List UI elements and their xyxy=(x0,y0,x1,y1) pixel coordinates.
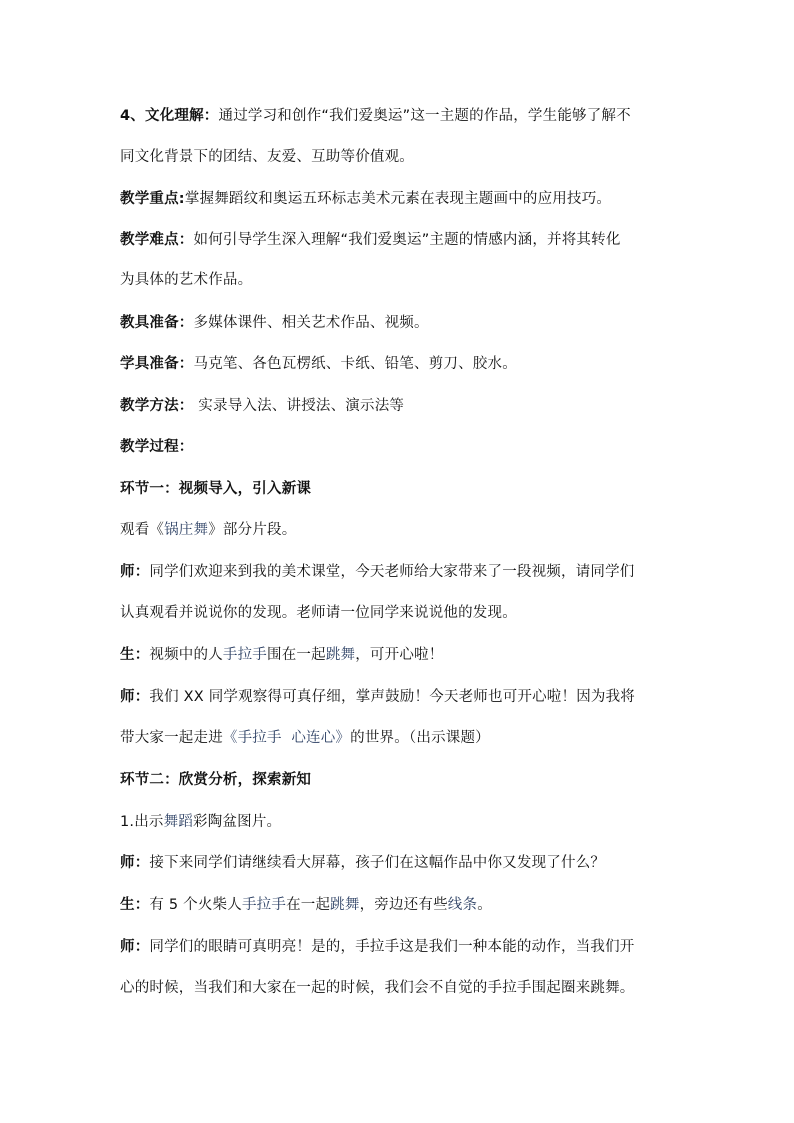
teacher-welcome-text: 同学们欢迎来到我的美术课堂，今天老师给大家带来了一段视频，请同学们 xyxy=(149,564,635,580)
teaching-aids-text: 多媒体课件、相关艺术作品、视频。 xyxy=(193,315,429,331)
teacher-explain-text: 同学们的眼睛可真明亮！是的，手拉手这是我们一种本能的动作，当我们开 xyxy=(149,939,635,955)
paragraph-teaching-focus xyxy=(120,190,611,208)
watch-clip-pre: 观看《 xyxy=(120,522,165,538)
heading-section-two: 环节二：欣赏分析，探索新知 xyxy=(120,772,312,788)
teacher-praise-post: 的世界。（出示课题） xyxy=(350,730,490,746)
paragraph-student-answer-two xyxy=(120,896,492,914)
teacher-praise-title-highlight: 《手拉手 心连心》 xyxy=(222,730,351,746)
teaching-focus-text: 掌握舞蹈纹和奥运五环标志美术元素在表现主题画中的应用技巧。 xyxy=(184,191,612,207)
student-answer-one-label: 生： xyxy=(120,647,150,663)
student-answer-one-hl2: 跳舞 xyxy=(325,647,356,663)
heading-teaching-process: 教学过程： xyxy=(120,439,194,455)
student-answer-one-pre: 视频中的人 xyxy=(149,647,223,663)
teaching-methods-text: 实录导入法、讲授法、演示法等 xyxy=(193,398,405,414)
cultural-understanding-label: 4、文化理解： xyxy=(120,108,219,124)
teacher-explain-text-cont: 心的时候，当我们和大家在一起的时候，我们会不自觉的手拉手围起圈来跳舞。 xyxy=(120,980,635,996)
student-materials-text: 马克笔、各色瓦楞纸、卡纸、铅笔、剪刀、胶水。 xyxy=(193,356,517,372)
paragraph-teacher-question xyxy=(120,854,605,872)
teaching-difficulty-text-cont: 为具体的艺术作品。 xyxy=(120,272,253,288)
student-answer-two-mid: 在一起 xyxy=(286,897,331,913)
show-image-highlight: 舞蹈 xyxy=(163,814,194,830)
paragraph-teacher-welcome-cont xyxy=(120,604,517,622)
student-answer-one-hl1: 手拉手 xyxy=(222,647,268,663)
teacher-welcome-label: 师： xyxy=(120,564,150,580)
paragraph-show-image xyxy=(120,813,281,831)
student-answer-two-pre: 有 5 个火柴人 xyxy=(149,897,242,913)
show-image-pre: 1.出示 xyxy=(120,814,164,830)
paragraph-teaching-difficulty xyxy=(120,231,621,249)
paragraph-teacher-explain-cont xyxy=(120,979,635,997)
paragraph-cultural-understanding-cont xyxy=(120,148,414,166)
student-answer-one-post: ，可开心啦！ xyxy=(355,647,444,663)
paragraph-teaching-aids xyxy=(120,314,429,332)
cultural-understanding-text: 通过学习和创作“我们爱奥运”这一主题的作品，学生能够了解不 xyxy=(218,108,631,124)
student-answer-two-hl3: 线条 xyxy=(447,897,478,913)
teaching-difficulty-text: 如何引导学生深入理解“我们爱奥运”主题的情感内涵，并将其转化 xyxy=(193,232,621,248)
teaching-aids-label: 教具准备： xyxy=(120,315,194,331)
paragraph-teacher-explain xyxy=(120,938,635,956)
teacher-praise-text: 我们 XX 同学观察得可真仔细，掌声鼓励！今天老师也可开心啦！因为我将 xyxy=(149,689,635,705)
teaching-difficulty-label: 教学难点： xyxy=(120,232,194,248)
teaching-focus-label: 教学重点: xyxy=(120,191,185,207)
cultural-understanding-text-cont: 同文化背景下的团结、友爱、互助等价值观。 xyxy=(120,149,414,165)
paragraph-teacher-praise xyxy=(120,688,635,706)
student-answer-two-post: 。 xyxy=(477,897,492,913)
teacher-praise-pre: 带大家一起走进 xyxy=(120,730,223,746)
paragraph-student-answer-one xyxy=(120,646,443,664)
paragraph-watch-clip xyxy=(120,521,296,539)
paragraph-teacher-welcome xyxy=(120,563,635,581)
paragraph-student-materials xyxy=(120,355,517,373)
student-answer-two-mid2: ，旁边还有些 xyxy=(359,897,448,913)
paragraph-cultural-understanding xyxy=(120,107,631,125)
teacher-explain-label: 师： xyxy=(120,939,150,955)
student-answer-one-mid: 围在一起 xyxy=(267,647,326,663)
student-answer-two-hl2: 跳舞 xyxy=(330,897,360,913)
student-answer-two-hl1: 手拉手 xyxy=(241,897,287,913)
teacher-praise-label: 师： xyxy=(120,689,150,705)
student-materials-label: 学具准备： xyxy=(120,356,194,372)
teacher-welcome-text-cont: 认真观看并说说你的发现。老师请一位同学来说说他的发现。 xyxy=(120,605,517,621)
watch-clip-highlight: 锅庄舞 xyxy=(164,522,209,538)
paragraph-teaching-difficulty-cont xyxy=(120,271,252,289)
teaching-methods-label: 教学方法： xyxy=(120,398,194,414)
paragraph-teacher-praise-cont xyxy=(120,729,490,747)
show-image-post: 彩陶盆图片。 xyxy=(193,814,282,830)
teacher-question-label: 师： xyxy=(120,855,150,871)
teacher-question-text: 接下来同学们请继续看大屏幕，孩子们在这幅作品中你又发现了什么？ xyxy=(149,855,606,871)
heading-section-one: 环节一：视频导入，引入新课 xyxy=(120,481,312,497)
watch-clip-post: 》部分片段。 xyxy=(208,522,297,538)
paragraph-teaching-methods xyxy=(120,397,404,415)
student-answer-two-label: 生： xyxy=(120,897,150,913)
